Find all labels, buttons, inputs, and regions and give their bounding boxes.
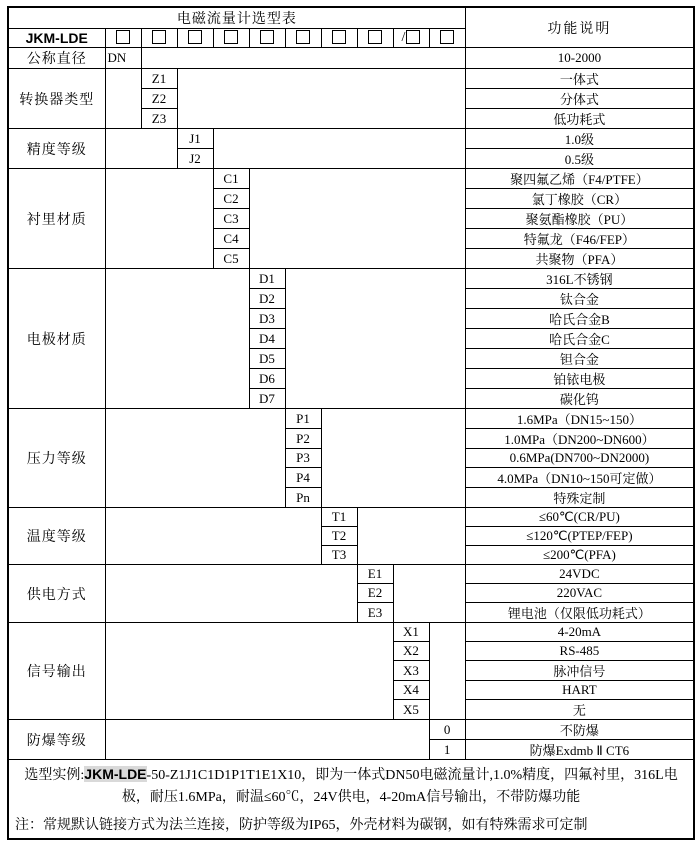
desc-cell: ≤120℃(PTEP/FEP) [465, 527, 694, 546]
code-cell: P3 [285, 449, 321, 468]
desc-cell: 4.0MPa（DN10~150可定做） [465, 468, 694, 488]
desc-cell: 碳化钨 [465, 389, 694, 409]
desc-cell: 4-20mA [465, 623, 694, 642]
desc-cell: 哈氏合金C [465, 329, 694, 349]
example-text: -50-Z1J1C1D1P1T1E1X10，即为一体式DN50电磁流量计,1.0%精度，四氟衬里，316L电极，耐压1.6MPa，耐温≤60℃，24V供电，4-20mA信号输出，不带防爆功能 [121, 768, 678, 805]
desc-cell: 1.0级 [465, 129, 694, 149]
code-cell: D4 [249, 329, 285, 349]
category-label: 供电方式 [8, 565, 105, 623]
desc-cell: 锂电池（仅限低功耗式） [465, 603, 694, 623]
blank-area [105, 69, 141, 129]
code-cell: Pn [285, 488, 321, 508]
desc-cell: 不防爆 [465, 720, 694, 740]
desc-cell: 0.6MPa(DN700~DN2000) [465, 449, 694, 468]
desc-cell: 防爆Exdmb Ⅱ CT6 [465, 740, 694, 760]
page-title: 电磁流量计选型表 [8, 7, 465, 29]
code-cell: T3 [321, 546, 357, 565]
desc-cell: 10-2000 [465, 48, 694, 69]
blank-area [105, 129, 177, 169]
code-cell: C4 [213, 229, 249, 249]
category-label: 转换器类型 [8, 69, 105, 129]
blank-area [285, 269, 465, 409]
table-row [8, 69, 694, 89]
code-cell: D7 [249, 389, 285, 409]
example-brand: JKM-LDE [84, 766, 147, 782]
code-cell: D3 [249, 309, 285, 329]
table-row [8, 623, 694, 642]
code-cell: X5 [393, 700, 429, 720]
table-row [8, 508, 694, 527]
table-row [8, 269, 694, 289]
blank-area [249, 169, 465, 269]
code-cell: P1 [285, 409, 321, 429]
desc-cell: 一体式 [465, 69, 694, 89]
category-label: 公称直径 [8, 48, 105, 69]
table-row [8, 7, 694, 29]
blank-area [105, 409, 285, 508]
code-cell: D5 [249, 349, 285, 369]
desc-cell: ≤60℃(CR/PU) [465, 508, 694, 527]
desc-cell: 钛合金 [465, 289, 694, 309]
desc-cell: 氯丁橡胶（CR） [465, 189, 694, 209]
code-box-cell [429, 29, 465, 48]
desc-cell: 聚氨酯橡胶（PU） [465, 209, 694, 229]
blank-area [105, 269, 249, 409]
function-column-header: 功能说明 [465, 7, 694, 48]
category-label: 信号输出 [8, 623, 105, 720]
desc-cell: 1.0MPa（DN200~DN600） [465, 429, 694, 449]
blank-area [321, 409, 465, 508]
code-cell: E2 [357, 584, 393, 603]
desc-cell: 分体式 [465, 89, 694, 109]
desc-cell: 1.6MPa（DN15~150） [465, 409, 694, 429]
code-cell: D2 [249, 289, 285, 309]
blank-area [429, 623, 465, 720]
code-box-cell [177, 29, 213, 48]
table-row [8, 812, 694, 839]
code-box-cell [357, 29, 393, 48]
category-label: 电极材质 [8, 269, 105, 409]
table-row [8, 129, 694, 149]
desc-cell: 哈氏合金B [465, 309, 694, 329]
desc-cell: 脉冲信号 [465, 661, 694, 681]
code-box-cell [213, 29, 249, 48]
checkbox-icon [152, 30, 166, 44]
desc-cell: 无 [465, 700, 694, 720]
code-cell: C3 [213, 209, 249, 229]
code-box-cell [141, 29, 177, 48]
category-label: 压力等级 [8, 409, 105, 508]
code-cell: X3 [393, 661, 429, 681]
code-box-cell [285, 29, 321, 48]
code-cell: X2 [393, 642, 429, 661]
desc-cell: 共聚物（PFA） [465, 249, 694, 269]
code-cell: Z3 [141, 109, 177, 129]
category-label: 衬里材质 [8, 169, 105, 269]
code-cell: J1 [177, 129, 213, 149]
blank-area [105, 169, 213, 269]
code-box-cell-slash [393, 29, 429, 48]
blank-area [105, 565, 357, 623]
blank-area [105, 720, 429, 760]
model-code: JKM-LDE [8, 29, 105, 48]
code-cell: D6 [249, 369, 285, 389]
code-box-cell [105, 29, 141, 48]
code-cell: X1 [393, 623, 429, 642]
code-cell: DN [105, 48, 141, 69]
category-label: 防爆等级 [8, 720, 105, 760]
code-box-cell [321, 29, 357, 48]
blank-area [213, 129, 465, 169]
checkbox-icon [368, 30, 382, 44]
table-row [8, 169, 694, 189]
table-row [8, 760, 694, 813]
checkbox-icon [260, 30, 274, 44]
desc-cell: ≤200℃(PFA) [465, 546, 694, 565]
code-box-cell [249, 29, 285, 48]
code-cell: J2 [177, 149, 213, 169]
code-cell: E1 [357, 565, 393, 584]
desc-cell: 0.5级 [465, 149, 694, 169]
code-cell: T1 [321, 508, 357, 527]
code-cell: 1 [429, 740, 465, 760]
code-cell: 0 [429, 720, 465, 740]
code-cell: X4 [393, 681, 429, 700]
blank-area [141, 48, 465, 69]
blank-area [105, 623, 393, 720]
code-cell: E3 [357, 603, 393, 623]
example-prefix: 选型实例: [24, 768, 85, 783]
checkbox-icon [406, 30, 420, 44]
checkbox-icon [440, 30, 454, 44]
table-row [8, 409, 694, 429]
code-cell: C1 [213, 169, 249, 189]
code-cell: T2 [321, 527, 357, 546]
blank-area [393, 565, 465, 623]
code-cell: C2 [213, 189, 249, 209]
code-cell: D1 [249, 269, 285, 289]
slash-separator: / [401, 30, 406, 46]
checkbox-icon [116, 30, 130, 44]
selection-table [7, 6, 695, 840]
blank-area [357, 508, 465, 565]
desc-cell: 特氟龙（F46/FEP） [465, 229, 694, 249]
desc-cell: 低功耗式 [465, 109, 694, 129]
code-cell: Z1 [141, 69, 177, 89]
code-cell: C5 [213, 249, 249, 269]
selection-example [8, 760, 694, 813]
blank-area [177, 69, 465, 129]
desc-cell: 316L不锈钢 [465, 269, 694, 289]
desc-cell: RS-485 [465, 642, 694, 661]
category-label: 精度等级 [8, 129, 105, 169]
desc-cell: HART [465, 681, 694, 700]
desc-cell: 24VDC [465, 565, 694, 584]
checkbox-icon [188, 30, 202, 44]
code-cell: P4 [285, 468, 321, 488]
code-cell: Z2 [141, 89, 177, 109]
desc-cell: 铂铱电极 [465, 369, 694, 389]
checkbox-icon [296, 30, 310, 44]
table-row [8, 48, 694, 69]
blank-area [105, 508, 321, 565]
desc-cell: 聚四氟乙烯（F4/PTFE） [465, 169, 694, 189]
code-cell: P2 [285, 429, 321, 449]
desc-cell: 钽合金 [465, 349, 694, 369]
table-row [8, 720, 694, 740]
table-row [8, 565, 694, 584]
checkbox-icon [224, 30, 238, 44]
checkbox-icon [332, 30, 346, 44]
desc-cell: 特殊定制 [465, 488, 694, 508]
category-label: 温度等级 [8, 508, 105, 565]
note-text: 注：常规默认链接方式为法兰连接，防护等级为IP65，外壳材料为碳钢，如有特殊需求可定制 [8, 812, 694, 839]
desc-cell: 220VAC [465, 584, 694, 603]
